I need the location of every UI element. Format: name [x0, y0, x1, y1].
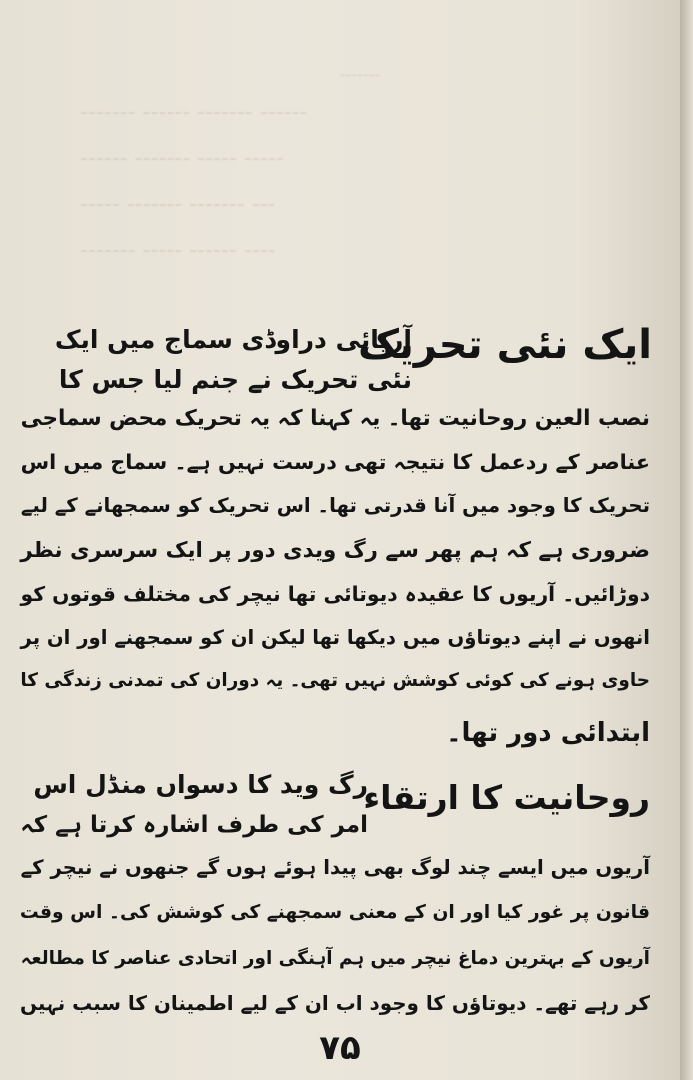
bleed-through-line: ------ ------- ----- ----- — [80, 146, 284, 171]
body-line: کر رہے تھے۔ دیوتاؤں کا وجود اب ان کے لیے اطمینان کا سبب نہیں — [19, 992, 650, 1015]
body-line: آریوں کے بہترین دماغ نیچر میں ہم آہنگی اور اتحادی عناصر کا مطالعہ — [20, 948, 650, 969]
body-line: قانون پر غور کیا اور ان کے معنی سمجھنے کی کوشش کی۔ اس وقت — [19, 902, 650, 923]
bleed-through-line: ----- ------- ------- --- — [80, 192, 276, 217]
body-line: دوڑائیں۔ آریوں کا عقیدہ دیوتائی تھا نیچر کی مختلف قوتوں کو — [20, 582, 650, 606]
bleed-through-line: ------- ----- ------ ---- — [80, 238, 276, 263]
side-line-2: نئی تحریک نے جنم لیا جس کا — [58, 365, 412, 394]
side-line-1: آریائی دراوڈی سماج میں ایک — [54, 325, 412, 354]
bleed-through-text — [80, 60, 640, 274]
body-line: حاوی ہونے کی کوئی کوشش نہیں تھی۔ یہ دوران کی تمدنی زندگی کا — [20, 670, 650, 691]
page-number: ۷۵ — [319, 1028, 361, 1068]
side-line-4: امر کی طرف اشارہ کرتا ہے کہ — [20, 812, 368, 838]
body-line: ضروری ہے کہ ہم پھر سے رگ ویدی دور پر ایک سرسری نظر — [20, 538, 650, 563]
body-line: عناصر کے ردعمل کا نتیجہ تھی درست نہیں ہے۔ سماج میں اس — [20, 450, 650, 474]
body-line: نصب العین روحانیت تھا۔ یہ کہنا کہ یہ تحریک محض سماجی — [20, 406, 650, 431]
body-line: آریوں میں ایسے چند لوگ بھی پیدا ہوئے ہوں گے جنھوں نے نیچر کے — [20, 856, 650, 879]
page-edge — [680, 0, 693, 1080]
section-heading-2: روحانیت کا ارتقاء — [363, 778, 650, 817]
body-line: ابتدائی دور تھا۔ — [446, 718, 650, 748]
body-line: تحریک کا وجود میں آنا قدرتی تھا۔ اس تحریک کو سمجھانے کے لیے — [20, 494, 650, 517]
body-line: انھوں نے اپنے دیوتاؤں میں دیکھا تھا لیکن ان کو سمجھنے اور ان پر — [20, 626, 650, 649]
side-line-3: رگ وید کا دسواں منڈل اس — [33, 770, 368, 799]
bleed-through-top: ------- — [339, 65, 381, 84]
section-heading-1: ایک نئی تحریک — [357, 322, 652, 368]
bleed-through-line: ------- ------ ------- ------ — [80, 100, 308, 125]
